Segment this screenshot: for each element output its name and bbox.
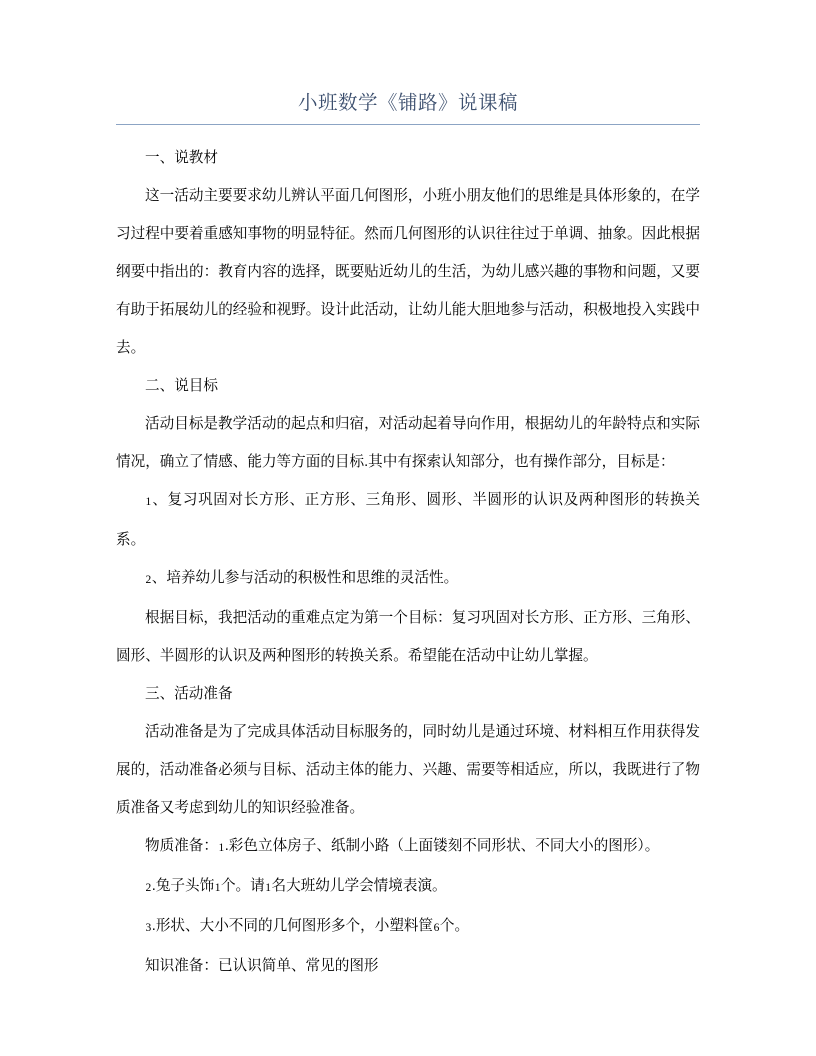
material-prep-item: [116, 907, 700, 947]
goal-list-item: [116, 481, 700, 559]
paragraph-knowledge-preparation: 知识准备：已认识简单、常见的图形: [145, 958, 379, 974]
section-heading-preparation: 三、活动准备: [145, 686, 233, 702]
paragraph-goal-summary: 根据目标，我把活动的重难点定为第一个目标：复习巩固对长方形、正方形、三角形、圆形、半圆形的认识及两种图形的转换关系。希望能在活动中让幼儿掌握。: [116, 610, 700, 664]
paragraph-preparation-intro: 活动准备是为了完成具体活动目标服务的，同时幼儿是通过环境、材料相互作用获得发展的，活动准备必须与目标、活动主体的能力、兴趣、需要等相适应，所以，我既进行了物质准备又考虑到幼儿的知识经验准备。: [116, 724, 700, 816]
material-item-text: 彩色立体房子、纸制小路（上面镂刻不同形状、不同大小的图形）。: [228, 838, 660, 854]
material-item-number: 2: [145, 882, 152, 894]
material-item-text: 个。: [439, 918, 470, 934]
page-title: 小班数学《铺路》说课稿: [297, 92, 518, 114]
material-prep-item: [116, 867, 700, 907]
material-item-separator: .: [151, 878, 156, 894]
goal-item-text: 培养幼儿参与活动的积极性和思维的灵活性。: [166, 570, 459, 586]
material-item-text: 兔子头饰: [155, 878, 215, 894]
material-prep-item: [116, 827, 700, 867]
goal-list-item: [116, 559, 700, 599]
section-heading-teaching-material: 一、说教材: [145, 150, 218, 166]
material-item-number: 1: [218, 842, 225, 854]
material-item-count: 1: [214, 882, 221, 894]
material-item-separator: .: [224, 838, 229, 854]
section-heading-objectives: 二、说目标: [145, 378, 218, 394]
material-item-text: 个。请: [220, 878, 265, 894]
title-spacer: [116, 125, 700, 139]
material-item-count: 1: [265, 882, 271, 894]
goal-item-separator: 、: [151, 570, 167, 586]
paragraph-teaching-material: 这一活动主要要求幼儿辨认平面几何图形，小班小朋友他们的思维是具体形象的，在学习过程中要着重感知事物的明显特征。然而几何图形的认识往往过于单调、抽象。因此根据纲要中指出的：教育内容的选择，既要贴近幼儿的生活，为幼儿感兴趣的事物和问题，又要有助于拓展幼儿的经验和视野。设计此活动，让幼儿能大胆地参与活动，积极地投入实践中去。: [116, 188, 700, 356]
goal-item-number: 1: [145, 496, 152, 508]
goal-item-text: 复习巩固对长方形、正方形、三角形、圆形、半圆形的认识及两种图形的转换关系。: [116, 492, 700, 548]
material-item-number: 3: [145, 922, 152, 934]
material-prep-label: 物质准备：: [145, 838, 218, 854]
material-item-separator: .: [151, 918, 156, 934]
paragraph-objectives-intro: 活动目标是教学活动的起点和归宿，对活动起着导向作用，根据幼儿的年龄特点和实际情况，确立了情感、能力等方面的目标.其中有探索认知部分，也有操作部分，目标是：: [116, 416, 700, 470]
document-body: [116, 88, 700, 985]
material-item-text: 形状、大小不同的几何图形多个，小塑料筐: [155, 918, 434, 934]
material-item-text: 名大班幼儿学会情境表演。: [271, 878, 447, 894]
goal-item-number: 2: [145, 574, 152, 586]
goal-item-separator: 、: [151, 492, 168, 508]
material-item-count: 6: [433, 922, 440, 934]
